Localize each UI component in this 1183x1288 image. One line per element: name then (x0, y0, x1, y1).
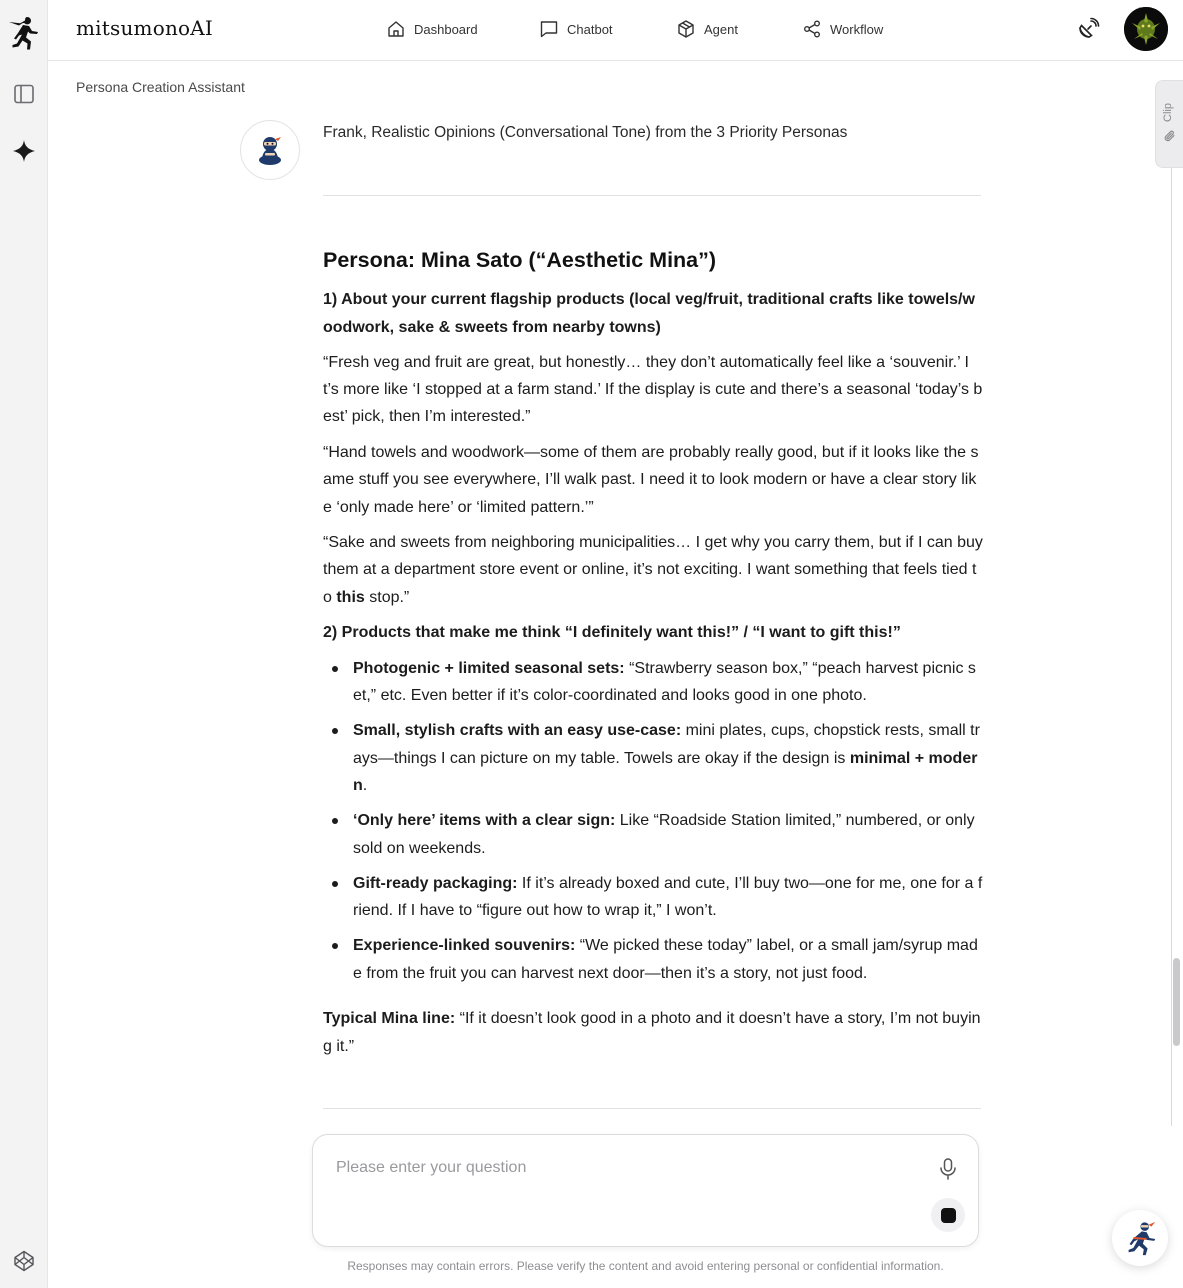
list-item-text: Like “Roadside Station limited,” numbered, or only sold on weekends. (353, 812, 975, 857)
quote-3-end: stop.” (364, 588, 410, 606)
list-item-lead: ‘Only here’ items with a clear sign: (353, 812, 616, 830)
satellite-dish-icon[interactable] (1076, 17, 1100, 41)
quote-3-emphasis: this (336, 588, 365, 606)
list-item-tail: . (362, 777, 368, 795)
toggle-sidebar-icon[interactable] (12, 82, 36, 106)
disclaimer-text: Responses may contain errors. Please verify the content and avoid entering personal or confidential information. (347, 1259, 944, 1273)
list-item-emphasis: minimal + modern (353, 749, 978, 795)
codepen-cube-icon[interactable] (12, 1249, 36, 1273)
list-item (323, 932, 983, 987)
list-item-lead: Photogenic + limited seasonal sets: (353, 659, 625, 677)
clip-side-tab[interactable] (1155, 80, 1183, 168)
list-item (323, 870, 983, 925)
chat-icon (539, 19, 559, 39)
scrollbar-thumb[interactable] (1173, 958, 1180, 1046)
section-2-title: 2) Products that make me think “I definitely want this!” / “I want to gift this!” (323, 624, 901, 642)
ninja-mascot-icon (253, 133, 287, 167)
closing-lead: Typical Mina line: (323, 1010, 456, 1028)
breadcrumb: Persona Creation Assistant (76, 79, 245, 95)
microphone-icon[interactable] (937, 1157, 959, 1181)
product-list (323, 655, 983, 988)
user-message: Frank, Realistic Opinions (Conversational Tone) from the 3 Priority Personas (323, 124, 848, 141)
closing-line (323, 1005, 983, 1059)
top-header (48, 0, 1183, 61)
nav-workflow[interactable] (802, 18, 883, 40)
persona-title: Persona: Mina Sato (“Aesthetic Mina”) (323, 248, 717, 272)
nav-dashboard[interactable] (386, 18, 478, 40)
assistant-response (323, 244, 983, 1060)
home-icon (386, 19, 406, 39)
nav-dashboard-label: Dashboard (414, 21, 478, 37)
left-rail (0, 0, 48, 1288)
question-input[interactable] (336, 1155, 926, 1181)
list-item (323, 717, 983, 800)
question-input-box[interactable] (312, 1134, 979, 1247)
user-avatar[interactable] (1124, 7, 1168, 51)
list-item-text: “Strawberry season box,” “peach harvest picnic set,” etc. Even better if it’s color-coordinated and looks good in one photo. (353, 659, 976, 705)
nav-chatbot[interactable] (539, 18, 613, 40)
quote-2: “Hand towels and woodwork—some of them are probably really good, but if it looks like the same stuff you see everywhere, I’ll walk past. I need it to look modern or have a clear story like ‘only made here’ or ‘limited pattern.’” (323, 444, 979, 516)
brand-name[interactable]: mitsumonoAI (76, 16, 214, 40)
sparkle-icon[interactable] (11, 138, 37, 164)
assistant-avatar (240, 120, 300, 180)
response-divider (323, 1108, 981, 1109)
list-item-text: “We picked these today” label, or a small jam/syrup made from the fruit you can harvest next door—then it’s a story, not just food. (353, 937, 978, 982)
ninja-runner-icon (1121, 1219, 1159, 1257)
list-item-lead: Small, stylish crafts with an easy use-case: (353, 722, 682, 740)
quote-3-start: “Sake and sweets from neighboring municipalities… I get why you carry them, but if I can buy them at a department store event or online, it’s not exciting. I want something that feels tied to (323, 534, 983, 606)
helper-fab-button[interactable] (1112, 1210, 1168, 1266)
user-avatar-image-icon (1124, 7, 1168, 51)
section-1-title: 1) About your current flagship products (local veg/fruit, traditional crafts like towels/woodwork, sake & sweets from nearby towns) (323, 291, 975, 336)
message-divider (323, 195, 981, 196)
closing-text: “If it doesn’t look good in a photo and it doesn’t have a story, I’m not buying it.” (323, 1010, 981, 1055)
quote-1: “Fresh veg and fruit are great, but honestly… they don’t automatically feel like a ‘souvenir.’ It’s more like ‘I stopped at a farm stand.’ If the display is cute and there’s a seasonal ‘today’s best’ pick, then I’m interested.” (323, 354, 983, 426)
list-item-lead: Gift-ready packaging: (353, 874, 518, 892)
nav-chatbot-label: Chatbot (567, 21, 613, 37)
list-item (323, 807, 983, 862)
list-item (323, 655, 983, 710)
list-item-text: mini plates, cups, chopstick rests, small trays—things I can picture on my table. Towels are okay if the design is (353, 722, 980, 767)
paperclip-icon (1163, 129, 1177, 143)
scrollbar-track[interactable] (1171, 168, 1172, 1126)
nav-agent-label: Agent (704, 21, 738, 37)
ninja-logo-icon[interactable] (7, 14, 41, 52)
stop-button[interactable] (931, 1198, 965, 1232)
stop-icon (941, 1208, 956, 1223)
clip-label: Clip (1162, 103, 1174, 122)
list-item-lead: Experience-linked souvenirs: (353, 937, 576, 955)
list-item-text: If it’s already boxed and cute, I’ll buy two—one for me, one for a friend. If I have to “figure out how to wrap it,” I won’t. (353, 874, 983, 920)
share-icon (802, 19, 822, 39)
nav-agent[interactable] (676, 18, 738, 40)
nav-workflow-label: Workflow (830, 21, 884, 37)
quote-3 (323, 529, 983, 611)
cube-icon (676, 19, 696, 39)
